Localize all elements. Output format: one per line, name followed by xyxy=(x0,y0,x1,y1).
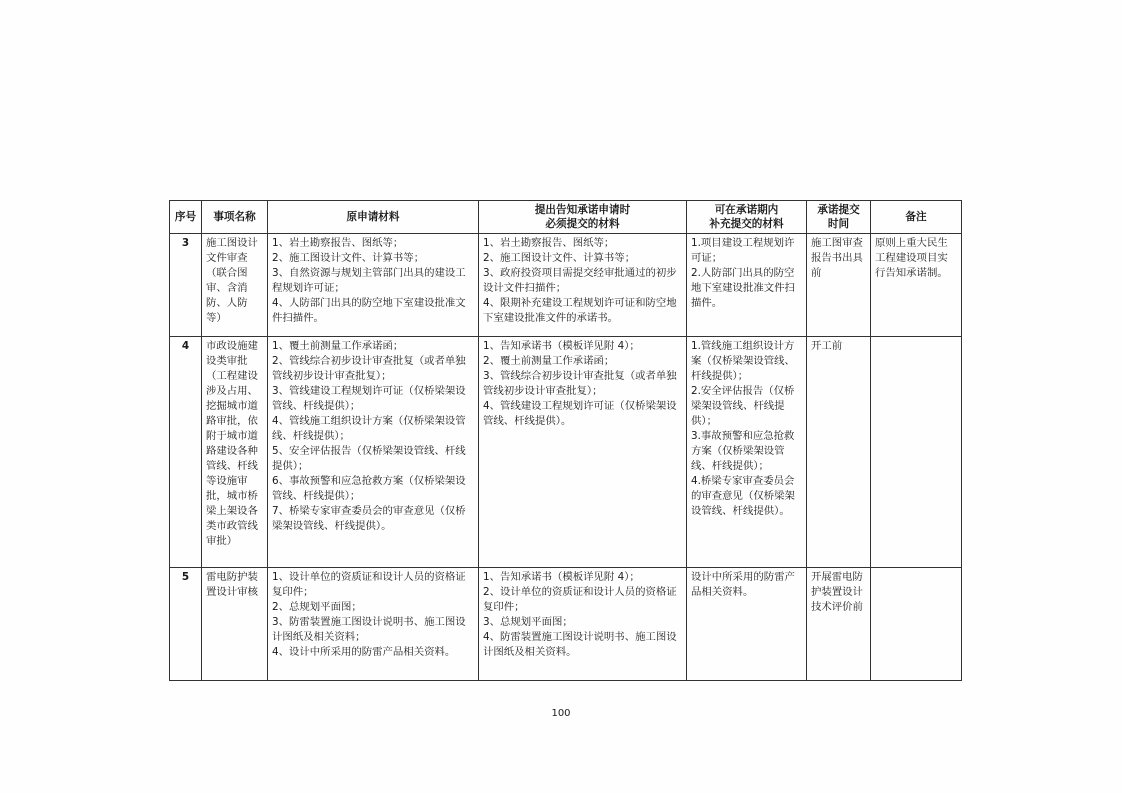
header-required-materials: 提出告知承诺申请时 必须提交的材料 xyxy=(479,201,687,234)
list-item: 1、覆土前测量工作承诺函； xyxy=(272,340,404,352)
list-item: 3、防雷装置施工图设计说明书、施工图设计图纸及相关资料； xyxy=(272,616,466,643)
row-original-materials xyxy=(268,568,479,681)
header-item-name: 事项名称 xyxy=(202,201,268,234)
row-seq: 3 xyxy=(170,234,202,337)
row-item-name: 雷电防护装置设计审核 xyxy=(202,568,268,681)
list-item: 4.桥梁专家审查委员会的审查意见（仅桥梁架设管线、杆线提供）。 xyxy=(691,475,795,517)
list-item: 4、限期补充建设工程规划许可证和防空地下室建设批准文件的承诺书。 xyxy=(483,297,677,324)
list-item: 2、设计单位的资质证和设计人员的资格证复印件； xyxy=(483,586,677,613)
row-original-materials xyxy=(268,337,479,568)
row-supplement-materials xyxy=(687,337,807,568)
list-item: 4、管线施工组织设计方案（仅桥梁架设管线、杆线提供）； xyxy=(272,415,466,442)
row-supplement-materials xyxy=(687,234,807,337)
table-row xyxy=(170,337,962,568)
list-item: 6、事故预警和应急抢救方案（仅桥梁架设管线、杆线提供）； xyxy=(272,475,466,502)
header-remark: 备注 xyxy=(871,201,962,234)
header-commit-time: 承诺提交 时间 xyxy=(807,201,871,234)
row-item-name: 施工图设计文件审查（联合图审、含消防、人防等） xyxy=(202,234,268,337)
list-item: 1、岩土勘察报告、图纸等； xyxy=(483,237,615,249)
list-item: 3、总规划平面图； xyxy=(483,616,573,628)
list-item: 4、人防部门出具的防空地下室建设批准文件扫描件。 xyxy=(272,297,466,324)
header-seq: 序号 xyxy=(170,201,202,234)
page-number: 100 xyxy=(551,708,571,719)
list-item: 7、桥梁专家审查委员会的审查意见（仅桥梁架设管线、杆线提供）。 xyxy=(272,505,466,532)
table-row xyxy=(170,234,962,337)
list-item: 2、施工图设计文件、计算书等； xyxy=(272,252,425,264)
list-item: 4、防雷装置施工图设计说明书、施工图设计图纸及相关资料。 xyxy=(483,631,677,658)
row-required-materials xyxy=(479,568,687,681)
list-item: 4、管线建设工程规划许可证（仅桥梁架设管线、杆线提供）。 xyxy=(483,400,677,427)
list-item: 1、岩土勘察报告、图纸等； xyxy=(272,237,404,249)
table-header-row xyxy=(170,201,962,234)
list-item: 2、总规划平面图； xyxy=(272,601,362,613)
list-item: 2、覆土前测量工作承诺函； xyxy=(483,355,615,367)
header-original-materials: 原申请材料 xyxy=(268,201,479,234)
header-supplement-materials: 可在承诺期内 补充提交的材料 xyxy=(687,201,807,234)
row-seq: 4 xyxy=(170,337,202,568)
list-item: 3、管线综合初步设计审查批复（或者单独管线初步设计审查批复）； xyxy=(483,370,677,397)
list-item: 2.安全评估报告（仅桥梁架设管线、杆线提供）； xyxy=(691,385,795,427)
list-item: 1、告知承诺书（模板详见附 4）； xyxy=(483,340,640,352)
row-supplement-materials xyxy=(687,568,807,681)
row-original-materials xyxy=(268,234,479,337)
list-item: 3、管线建设工程规划许可证（仅桥梁架设管线、杆线提供）； xyxy=(272,385,466,412)
row-remark xyxy=(871,337,962,568)
list-item: 3、自然资源与规划主管部门出具的建设工程规划许可证； xyxy=(272,267,466,294)
list-item: 5、安全评估报告（仅桥梁架设管线、杆线提供）； xyxy=(272,445,466,472)
row-remark xyxy=(871,568,962,681)
list-item: 3、政府投资项目需提交经审批通过的初步设计文件扫描件； xyxy=(483,267,677,294)
list-item: 2、施工图设计文件、计算书等； xyxy=(483,252,636,264)
row-commit-time: 开工前 xyxy=(807,337,871,568)
list-item: 3.事故预警和应急抢救方案（仅桥梁架设管线、杆线提供）； xyxy=(691,430,795,472)
row-required-materials xyxy=(479,337,687,568)
list-item: 1、设计单位的资质证和设计人员的资格证复印件； xyxy=(272,571,466,598)
list-item: 2.人防部门出具的防空地下室建设批准文件扫描件。 xyxy=(691,267,795,309)
list-item: 2、管线综合初步设计审查批复（或者单独管线初步设计审查批复）； xyxy=(272,355,466,382)
row-item-name: 市政设施建设类审批（工程建设涉及占用、挖掘城市道路审批，依附于城市道路建设各种管线、杆线等设施审批，城市桥梁上架设各类市政管线审批） xyxy=(202,337,268,568)
row-commit-time: 开展雷电防护装置设计技术评价前 xyxy=(807,568,871,681)
row-commit-time: 施工图审查报告书出具前 xyxy=(807,234,871,337)
list-item: 1.项目建设工程规划许可证； xyxy=(691,237,795,264)
row-seq: 5 xyxy=(170,568,202,681)
list-item: 1.管线施工组织设计方案（仅桥梁架设管线、杆线提供）； xyxy=(691,340,795,382)
approval-materials-table xyxy=(169,200,962,681)
table-row xyxy=(170,568,962,681)
list-item: 1、告知承诺书（模板详见附 4）； xyxy=(483,571,640,583)
list-item: 设计中所采用的防雷产品相关资料。 xyxy=(691,571,795,598)
list-item: 4、设计中所采用的防雷产品相关资料。 xyxy=(272,646,456,658)
row-required-materials xyxy=(479,234,687,337)
row-remark: 原则上重大民生工程建设项目实行告知承诺制。 xyxy=(871,234,962,337)
